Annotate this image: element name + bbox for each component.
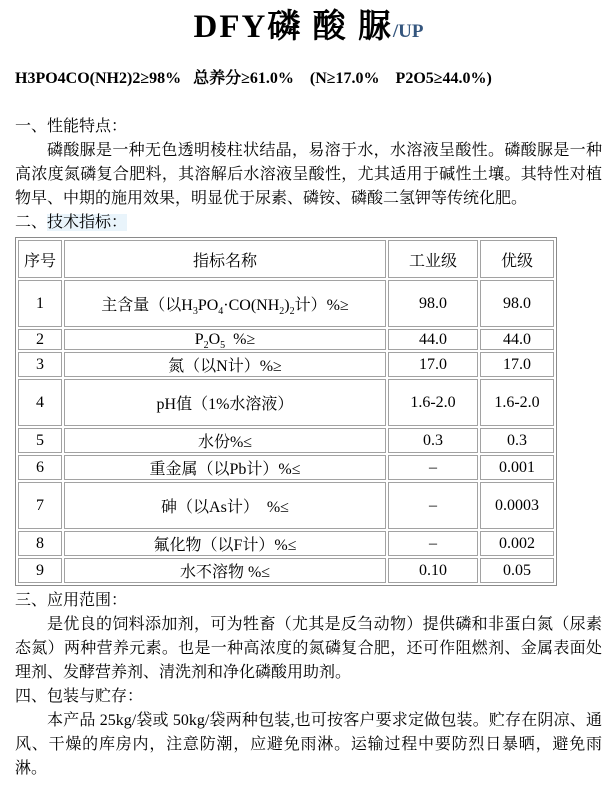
cell-industrial-grade: –: [388, 531, 478, 556]
cell-indicator-name: 主含量（以$H_3PO_4\cdot CO(NH_2)_2$计）%≥: [64, 280, 386, 327]
cell-industrial-grade: 17.0: [388, 352, 478, 377]
cell-indicator-name: pH值（1%水溶液）: [64, 379, 386, 426]
section-heading-specs-highlight: 技术指标：: [47, 214, 128, 231]
cell-index: 3: [18, 352, 62, 377]
table-row: [18, 379, 554, 426]
cell-industrial-grade: 0.10: [388, 558, 478, 583]
cell-premium-grade: 0.05: [480, 558, 554, 583]
cell-industrial-grade: –: [388, 455, 478, 480]
page-title-suffix: /UP: [392, 21, 424, 42]
col-header-industrial-grade: 工业级: [388, 240, 478, 278]
section-heading-performance: 一、性能特点：: [15, 118, 128, 135]
cell-indicator-name: 重金属（以Pb计）%≤: [64, 455, 386, 480]
cell-indicator-name: $P_2O_5$ %≥: [64, 329, 386, 350]
table-row: [18, 280, 554, 327]
section-heading-specs-prefix: 二、: [15, 214, 48, 231]
cell-industrial-grade: 44.0: [388, 329, 478, 350]
cell-indicator-name: 水份%≤: [64, 428, 386, 453]
table-row: [18, 352, 554, 377]
cell-industrial-grade: 98.0: [388, 280, 478, 327]
table-row: [18, 428, 554, 453]
cell-indicator-name: 水不溶物 %≤: [64, 558, 386, 583]
page-title: [15, 6, 602, 53]
cell-index: 7: [18, 482, 62, 529]
cell-industrial-grade: –: [388, 482, 478, 529]
table-row: [18, 329, 554, 350]
cell-index: 1: [18, 280, 62, 327]
section-heading-specs: [15, 211, 602, 235]
spec-table-header-row: [18, 240, 554, 278]
table-row: [18, 455, 554, 480]
cell-premium-grade: 0.001: [480, 455, 554, 480]
section-body-packaging: 本产品 25kg/袋或 50kg/袋两种包装,也可按客户要求定做包装。贮存在阴凉、通风、干燥的库房内，注意防潮，应避免雨淋。运输过程中要防烈日暴晒，避免雨淋。: [15, 712, 602, 777]
cell-index: 5: [18, 428, 62, 453]
cell-premium-grade: 0.0003: [480, 482, 554, 529]
cell-index: 6: [18, 455, 62, 480]
col-header-indicator-name: 指标名称: [64, 240, 386, 278]
cell-premium-grade: 0.002: [480, 531, 554, 556]
cell-index: 8: [18, 531, 62, 556]
table-row: [18, 558, 554, 583]
cell-premium-grade: 1.6-2.0: [480, 379, 554, 426]
cell-premium-grade: 44.0: [480, 329, 554, 350]
formula-line: H3PO4CO(NH2)2≥98% 总养分≥61.0% (N≥17.0% P2O5≥44.0%): [15, 70, 492, 87]
section-heading-packaging: 四、包装与贮存：: [15, 688, 144, 705]
cell-industrial-grade: 1.6-2.0: [388, 379, 478, 426]
cell-indicator-name: 砷（以As计） %≤: [64, 482, 386, 529]
col-header-index: 序号: [18, 240, 62, 278]
section-body-applications: 是优良的饲料添加剂，可为牲畜（尤其是反刍动物）提供磷和非蛋白氮（尿素态氮）两种营养元素。也是一种高浓度的氮磷复合肥，还可作阻燃剂、金属表面处理剂、发酵营养剂、清洗剂和净化磷酸用助剂。: [15, 616, 602, 681]
cell-index: 4: [18, 379, 62, 426]
section-body-performance: 磷酸脲是一种无色透明棱柱状结晶，易溶于水，水溶液呈酸性。磷酸脲是一种高浓度氮磷复合肥料，其溶解后水溶液呈酸性，尤其适用于碱性土壤。其特性对植物早、中期的施用效果，明显优于尿素、磷铵、磷酸二氢钾等传统化肥。: [15, 142, 602, 207]
cell-premium-grade: 0.3: [480, 428, 554, 453]
cell-indicator-name: 氮（以N计）%≥: [64, 352, 386, 377]
cell-premium-grade: 98.0: [480, 280, 554, 327]
cell-premium-grade: 17.0: [480, 352, 554, 377]
table-row: [18, 531, 554, 556]
cell-index: 9: [18, 558, 62, 583]
spec-table: [15, 237, 557, 586]
cell-index: 2: [18, 329, 62, 350]
table-row: [18, 482, 554, 529]
page-title-main: DFY磷 酸 脲: [193, 9, 393, 45]
section-heading-applications: 三、应用范围：: [15, 592, 128, 609]
col-header-premium-grade: 优级: [480, 240, 554, 278]
cell-industrial-grade: 0.3: [388, 428, 478, 453]
cell-indicator-name: 氟化物（以F计）%≤: [64, 531, 386, 556]
